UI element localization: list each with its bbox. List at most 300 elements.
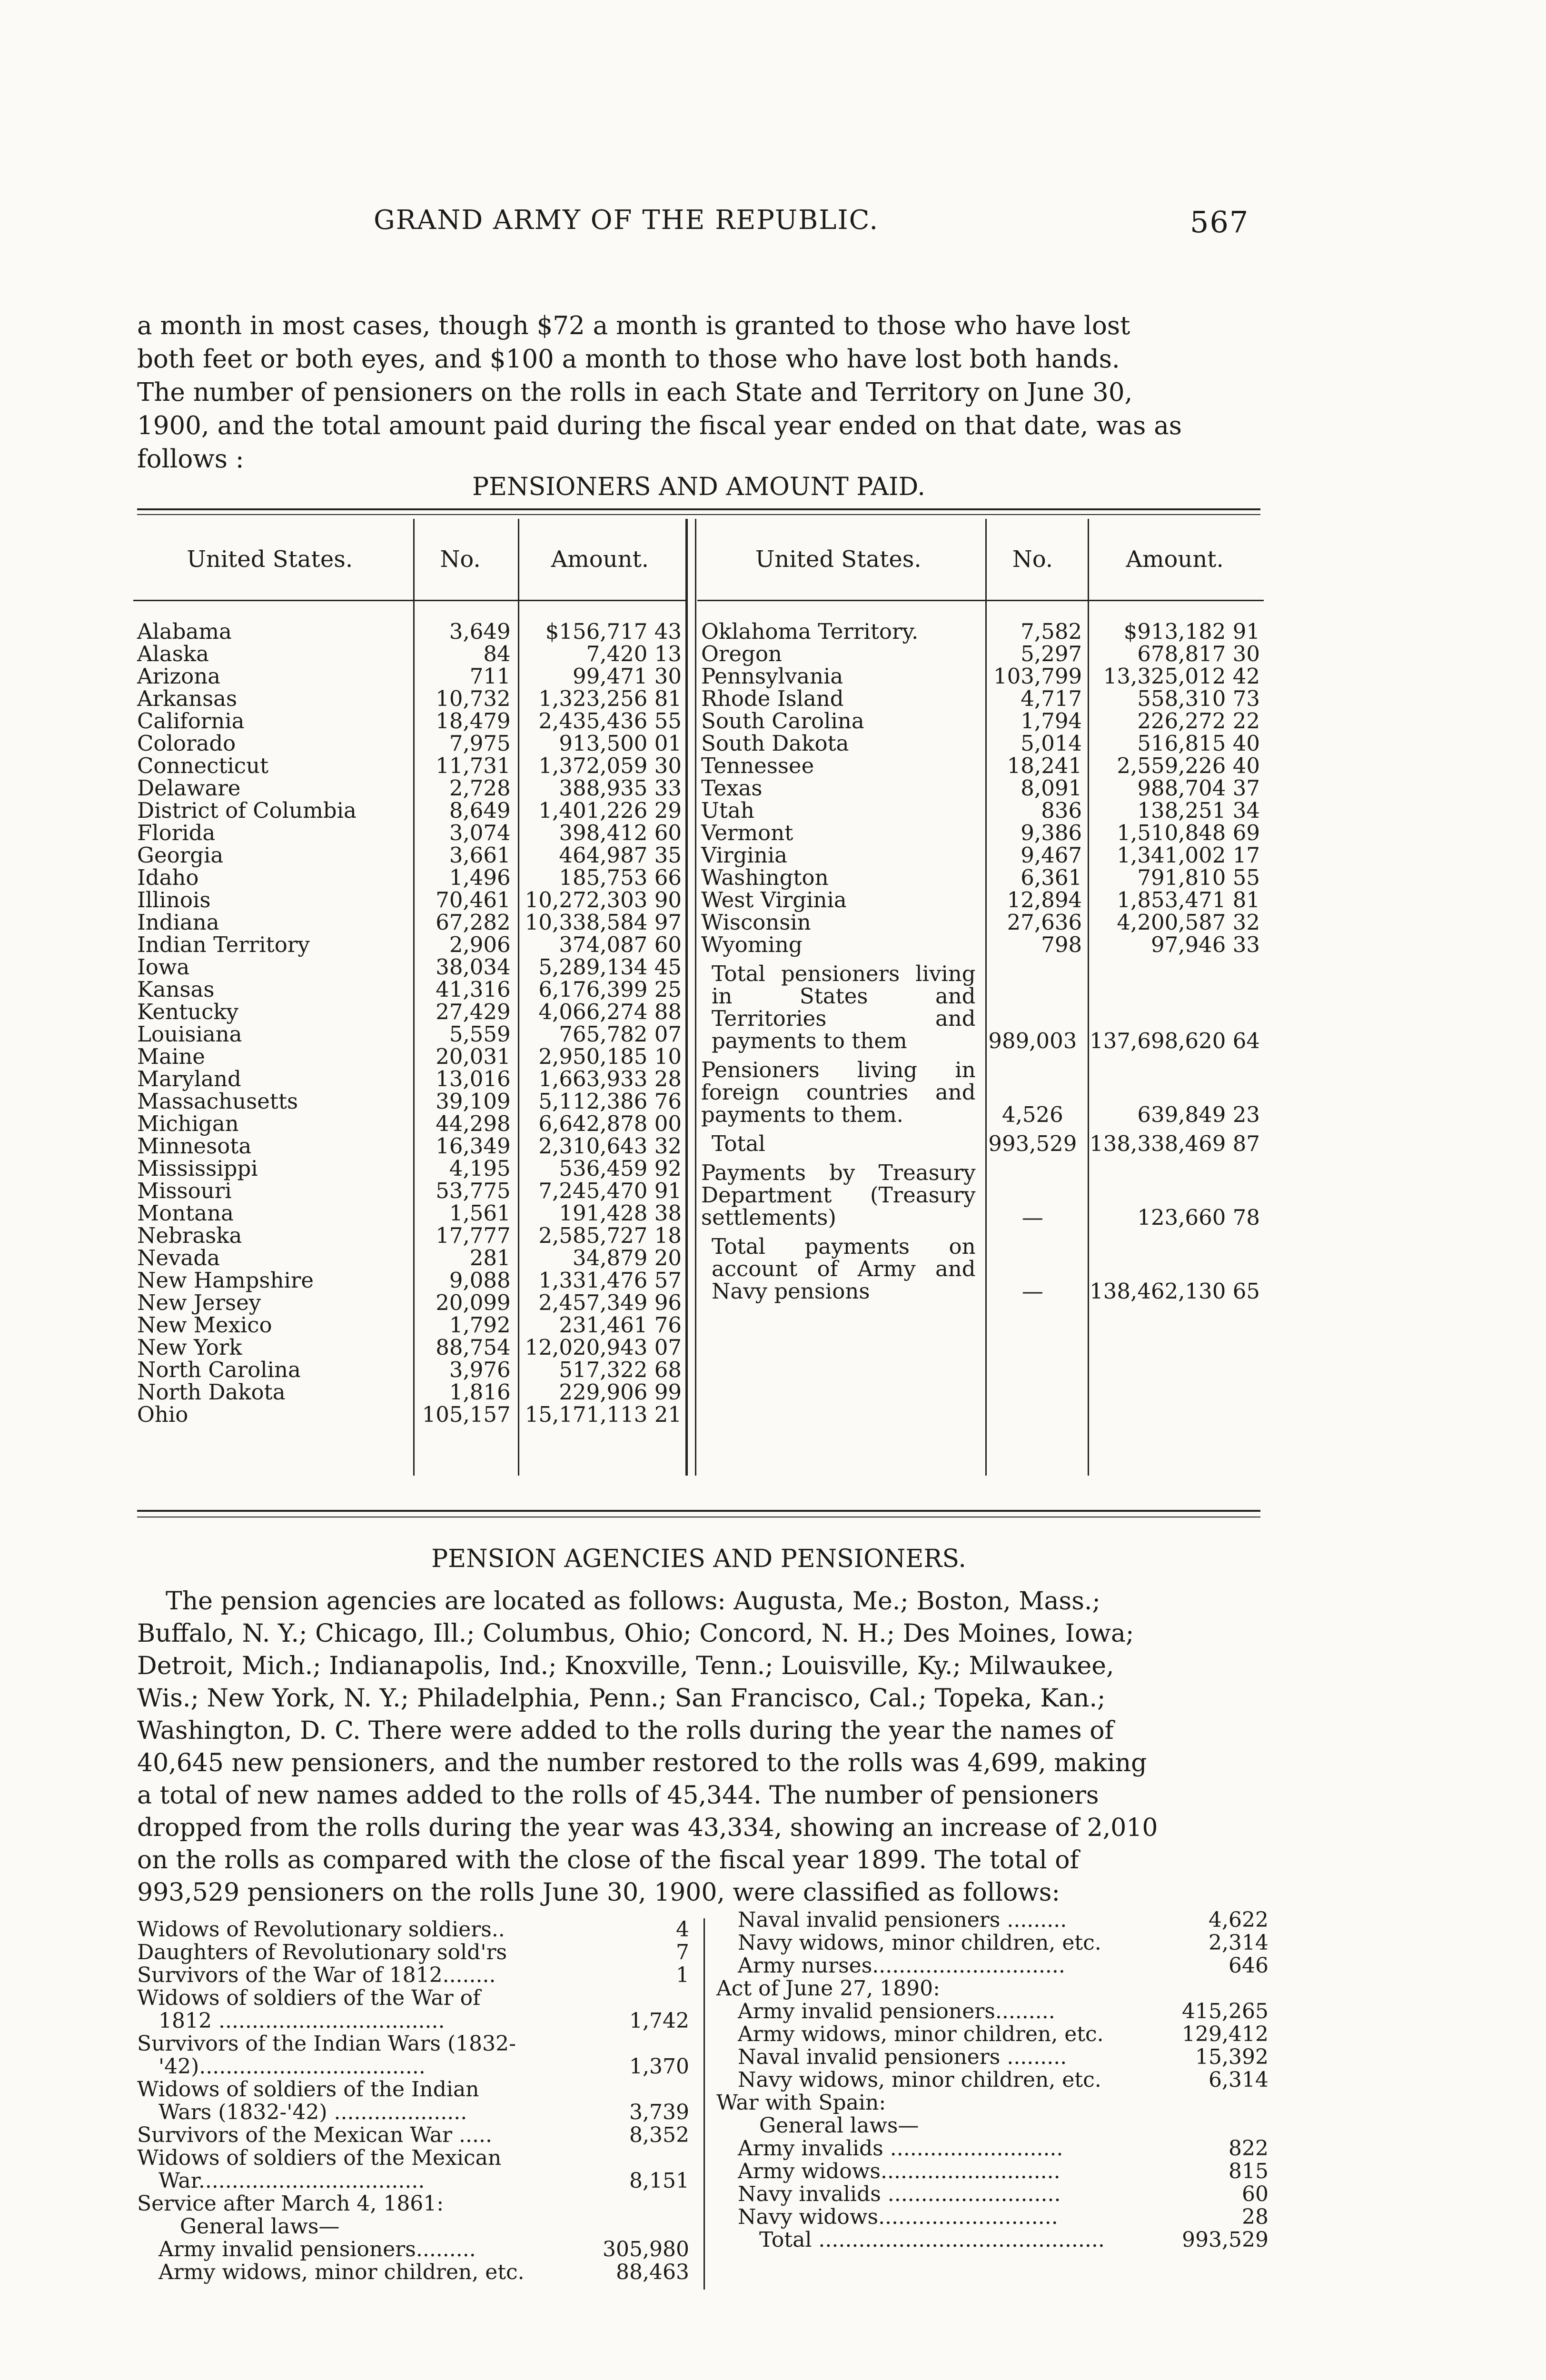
table-top-rule — [137, 508, 1260, 510]
classification-label: Army nurses............................. — [738, 1954, 1065, 1978]
pensioner-count: 1,794 — [1021, 708, 1082, 734]
state-name: West Virginia — [701, 887, 847, 912]
pensioner-count: 84 — [483, 641, 511, 666]
pension-table-right — [697, 519, 1264, 1309]
agencies-line: a total of new names added to the rolls of 45,344. The number of pensioners — [137, 1781, 1099, 1810]
table-row — [133, 687, 685, 710]
pension-table-left — [133, 519, 685, 1426]
table-row — [133, 799, 685, 822]
classification-value: 7 — [676, 1940, 689, 1964]
table-row — [697, 889, 1264, 911]
state-name: Wisconsin — [701, 910, 811, 935]
state-name: North Dakota — [137, 1379, 286, 1405]
classification-label: Wars (1832-'42) .................... — [159, 2100, 467, 2124]
table-row — [133, 710, 685, 732]
table-bottom-rule — [137, 1510, 1260, 1512]
summary-row — [697, 1235, 1264, 1309]
classification-value: 2,314 — [1209, 1931, 1269, 1955]
amount-paid: 1,331,476 57 — [538, 1268, 682, 1293]
table-row — [133, 1045, 685, 1068]
table-row — [133, 1291, 685, 1314]
classification-row — [137, 2078, 689, 2101]
amount-paid: 34,879 20 — [572, 1245, 682, 1270]
pensioner-count: 10,732 — [436, 686, 511, 711]
classification-row — [137, 2055, 689, 2078]
summary-label: Total pensioners living in States and Territories and payments to them — [712, 961, 976, 1053]
agencies-line: The pension agencies are located as follows: Augusta, Me.; Boston, Mass.; — [166, 1587, 1100, 1616]
pensioner-count: 9,386 — [1021, 820, 1082, 845]
classification-value: 822 — [1229, 2136, 1269, 2161]
state-name: Virginia — [701, 843, 788, 868]
state-name: Arkansas — [137, 686, 238, 711]
pensioner-count: 39,109 — [436, 1089, 511, 1114]
col-header-no: No. — [980, 519, 1086, 601]
state-name: Nebraska — [137, 1223, 242, 1248]
agencies-line: on the rolls as compared with the close of the fiscal year 1899. The total of — [137, 1846, 1079, 1874]
table-row — [697, 643, 1264, 665]
state-name: Massachusetts — [137, 1089, 298, 1114]
summary-count: 993,529 — [988, 1131, 1077, 1156]
classification-label: Army invalids .......................... — [738, 2136, 1063, 2161]
table-row — [133, 1001, 685, 1023]
amount-paid: 1,323,256 81 — [538, 686, 682, 711]
summary-amount: 138,338,469 87 — [1090, 1131, 1260, 1156]
amount-paid: 12,020,943 07 — [525, 1335, 682, 1360]
classification-label: Widows of Revolutionary soldiers.. — [137, 1917, 505, 1942]
pensioner-count: 2,906 — [449, 932, 511, 957]
intro-line: both feet or both eyes, and $100 a month to those who have lost both hands. — [137, 345, 1120, 374]
state-name: Colorado — [137, 731, 236, 756]
pensioner-count: 105,157 — [422, 1402, 511, 1427]
classification-label: Naval invalid pensioners ......... — [738, 1908, 1067, 1932]
page-number: 567 — [1190, 205, 1249, 239]
pensioner-count: 67,282 — [436, 910, 511, 935]
pensioner-count: 18,241 — [1007, 753, 1082, 778]
state-name: Oklahoma Territory. — [701, 619, 919, 644]
pensioner-count: 1,496 — [449, 865, 511, 890]
state-name: Arizona — [137, 664, 221, 689]
classification-label: Survivors of the War of 1812........ — [137, 1963, 496, 1987]
state-name: Michigan — [137, 1111, 239, 1136]
state-name: Kentucky — [137, 999, 238, 1024]
classification-value: 3,739 — [629, 2100, 689, 2124]
pensioner-count: 798 — [1041, 932, 1082, 957]
classification-value: 6,314 — [1209, 2068, 1269, 2092]
amount-paid: 4,066,274 88 — [538, 999, 682, 1024]
table-row — [133, 1090, 685, 1112]
classification-label: Act of June 27, 1890: — [716, 1976, 940, 2001]
summary-count: — — [1021, 1205, 1043, 1230]
amount-paid: 10,272,303 90 — [525, 887, 682, 912]
intro-line: 1900, and the total amount paid during the fiscal year ended on that date, was as — [137, 411, 1182, 440]
state-name: Washington — [701, 865, 829, 890]
classification-label: Survivors of the Mexican War ..... — [137, 2123, 492, 2147]
pensioner-count: 836 — [1041, 798, 1082, 823]
state-name: Minnesota — [137, 1133, 252, 1159]
classification-row — [137, 2147, 689, 2170]
intro-paragraph — [137, 309, 1260, 476]
pensioner-count: 3,976 — [449, 1357, 511, 1382]
classification-row — [137, 2101, 689, 2124]
classification-row — [137, 2170, 689, 2192]
amount-paid: 5,112,386 76 — [538, 1089, 682, 1114]
amount-paid: 191,428 38 — [559, 1200, 682, 1226]
amount-paid: 2,310,643 32 — [538, 1133, 682, 1159]
table-row — [133, 665, 685, 687]
table-row — [697, 754, 1264, 777]
amount-paid: 1,853,471 81 — [1117, 887, 1260, 912]
amount-paid: 7,420 13 — [586, 641, 682, 666]
pensioner-count: 4,195 — [449, 1156, 511, 1181]
table-row — [697, 911, 1264, 933]
classification-right — [716, 1909, 1269, 2251]
table-row — [133, 1068, 685, 1090]
classification-label: Service after March 4, 1861: — [137, 2192, 444, 2216]
amount-paid: $156,717 43 — [545, 619, 682, 644]
col-header-state: United States. — [133, 519, 406, 601]
table-row — [133, 1359, 685, 1381]
agencies-line: Detroit, Mich.; Indianapolis, Ind.; Knoxville, Tenn.; Louisville, Ky.; Milwaukee, — [137, 1652, 1114, 1680]
table-row — [697, 799, 1264, 822]
summary-amount: 138,462,130 65 — [1090, 1279, 1260, 1304]
pensioner-count: 103,799 — [993, 664, 1082, 689]
state-name: Utah — [701, 798, 754, 823]
pensioner-count: 5,559 — [449, 1021, 511, 1047]
classification-row — [716, 1932, 1269, 1954]
state-name: Georgia — [137, 843, 224, 868]
summary-amount: 137,698,620 64 — [1090, 1028, 1260, 1053]
col-header-amount: Amount. — [1086, 519, 1264, 601]
summary-amount: 639,849 23 — [1137, 1102, 1260, 1127]
classification-row — [716, 2023, 1269, 2046]
amount-paid: 1,372,059 30 — [538, 753, 682, 778]
state-name: Tennessee — [701, 753, 814, 778]
amount-paid: 13,325,012 42 — [1103, 664, 1260, 689]
classification-label: General laws— — [180, 2214, 340, 2239]
classification-row — [716, 2114, 1269, 2137]
classification-value: 60 — [1242, 2182, 1269, 2206]
table-row — [697, 844, 1264, 866]
classification-row — [137, 1918, 689, 1941]
table-row — [133, 1403, 685, 1426]
amount-paid: 6,176,399 25 — [538, 977, 682, 1002]
classification-value: 815 — [1229, 2159, 1269, 2183]
classification-row — [137, 1941, 689, 1964]
classification-row — [716, 2137, 1269, 2160]
pensioner-count: 18,479 — [436, 708, 511, 734]
classification-label: Army invalid pensioners......... — [738, 1999, 1055, 2023]
state-name: Maine — [137, 1044, 205, 1069]
classification-value: 1,370 — [629, 2054, 689, 2079]
classification-label: '42).................................. — [159, 2054, 426, 2079]
summary-count: 989,003 — [988, 1028, 1077, 1053]
table-row — [697, 620, 1264, 643]
classification-row — [716, 1909, 1269, 1932]
agencies-line: Washington, D. C. There were added to the rolls during the year the names of — [137, 1716, 1114, 1745]
classification-value: 1,742 — [629, 2009, 689, 2033]
pensioner-count: 711 — [469, 664, 511, 689]
classification-label: Total ........................................... — [759, 2228, 1105, 2252]
pensioner-count: 3,074 — [449, 820, 511, 845]
agencies-paragraph — [137, 1585, 1260, 1909]
classification-row — [716, 2069, 1269, 2092]
classification-row — [716, 2206, 1269, 2229]
state-name: Indiana — [137, 910, 219, 935]
pensioner-count: 12,894 — [1007, 887, 1082, 912]
state-name: Nevada — [137, 1245, 220, 1270]
amount-paid: 15,171,113 21 — [525, 1402, 682, 1427]
pensioner-count: 7,975 — [449, 731, 511, 756]
classification-label: Navy widows, minor children, etc. — [738, 1931, 1101, 1955]
classification-value: 88,463 — [616, 2260, 689, 2284]
table-row — [133, 1224, 685, 1247]
state-name: New York — [137, 1335, 242, 1360]
amount-paid: 2,435,436 55 — [538, 708, 682, 734]
classification-label: Navy widows........................... — [738, 2205, 1058, 2229]
pensioner-count: 8,649 — [449, 798, 511, 823]
classification-label: Naval invalid pensioners ......... — [738, 2045, 1067, 2069]
table-row — [133, 1336, 685, 1359]
amount-paid: 1,401,226 29 — [538, 798, 682, 823]
state-name: Texas — [701, 775, 763, 801]
classification-value: 15,392 — [1195, 2045, 1269, 2069]
table-row — [133, 1023, 685, 1045]
table-row — [133, 956, 685, 978]
amount-paid: 678,817 30 — [1137, 641, 1260, 666]
classification-value: 129,412 — [1182, 2022, 1269, 2046]
table-row — [133, 643, 685, 665]
pensioner-count: 2,728 — [449, 775, 511, 801]
classification-row — [716, 2160, 1269, 2183]
col-header-amount: Amount. — [515, 519, 685, 601]
state-name: District of Columbia — [137, 798, 357, 823]
amount-paid: 988,704 37 — [1137, 775, 1260, 801]
classification-row — [137, 2261, 689, 2284]
pensioner-count: 38,034 — [436, 954, 511, 980]
state-name: Louisiana — [137, 1021, 242, 1047]
summary-row — [697, 1161, 1264, 1235]
pensioner-count: 27,429 — [436, 999, 511, 1024]
amount-paid: 1,341,002 17 — [1117, 843, 1260, 868]
state-name: Oregon — [701, 641, 782, 666]
classification-row — [137, 2010, 689, 2033]
classification-label: Army widows, minor children, etc. — [159, 2260, 525, 2284]
table-row — [133, 1247, 685, 1269]
classification-row — [716, 1977, 1269, 2000]
state-name: South Dakota — [701, 731, 849, 756]
table-row — [133, 777, 685, 799]
classification-label: Widows of soldiers of the Indian — [137, 2077, 479, 2102]
summary-label: Payments by Treasury Department (Treasury settlements) — [701, 1160, 976, 1230]
summary-count: 4,526 — [1001, 1102, 1063, 1127]
table-row — [697, 933, 1264, 956]
state-name: Wyoming — [701, 932, 803, 957]
table-row — [133, 1269, 685, 1291]
state-name: Connecticut — [137, 753, 269, 778]
summary-row — [697, 962, 1264, 1059]
classification-label: General laws— — [759, 2113, 919, 2138]
amount-paid: 185,753 66 — [559, 865, 682, 890]
classification-row — [137, 2215, 689, 2238]
amount-paid: $913,182 91 — [1123, 619, 1260, 644]
amount-paid: 516,815 40 — [1137, 731, 1260, 756]
table-row — [697, 732, 1264, 754]
amount-paid: 7,245,470 91 — [538, 1178, 682, 1203]
classification-value: 4 — [676, 1917, 689, 1942]
amount-paid: 226,272 22 — [1137, 708, 1260, 734]
pensioner-count: 70,461 — [436, 887, 511, 912]
classification-label: Army widows, minor children, etc. — [738, 2022, 1104, 2046]
amount-paid: 517,322 68 — [559, 1357, 682, 1382]
state-name: Alaska — [137, 641, 209, 666]
amount-paid: 4,200,587 32 — [1117, 910, 1260, 935]
table-row — [133, 978, 685, 1001]
table-row — [133, 822, 685, 844]
state-name: Mississippi — [137, 1156, 258, 1181]
pensioner-count: 1,816 — [449, 1379, 511, 1405]
classification-divider — [704, 1918, 705, 2290]
pensioner-count: 8,091 — [1021, 775, 1082, 801]
amount-paid: 229,906 99 — [559, 1379, 682, 1405]
pensioner-count: 11,731 — [436, 753, 511, 778]
summary-label: Pensioners living in foreign countries and payments to them. — [701, 1057, 976, 1127]
state-name: Indian Territory — [137, 932, 310, 957]
amount-paid: 2,559,226 40 — [1117, 753, 1260, 778]
classification-value: 993,529 — [1182, 2228, 1269, 2252]
state-name: Vermont — [701, 820, 793, 845]
classification-left — [137, 1918, 689, 2284]
amount-paid: 791,810 55 — [1137, 865, 1260, 890]
agencies-line: Buffalo, N. Y.; Chicago, Ill.; Columbus, Ohio; Concord, N. H.; Des Moines, Iowa; — [137, 1619, 1134, 1648]
state-name: California — [137, 708, 245, 734]
classification-row — [716, 2183, 1269, 2206]
pensioner-count: 1,792 — [449, 1312, 511, 1338]
table-row — [697, 710, 1264, 732]
classification-row — [137, 2192, 689, 2215]
table-row — [697, 866, 1264, 889]
amount-paid: 5,289,134 45 — [538, 954, 682, 980]
table-row — [133, 1202, 685, 1224]
state-name: Pennsylvania — [701, 664, 843, 689]
pensioner-count: 7,582 — [1021, 619, 1082, 644]
pensioner-count: 53,775 — [436, 1178, 511, 1203]
table-row — [133, 844, 685, 866]
classification-label: Navy widows, minor children, etc. — [738, 2068, 1101, 2092]
classification-value: 305,980 — [603, 2237, 689, 2261]
agencies-line: 993,529 pensioners on the rolls June 30, 1900, were classified as follows: — [137, 1878, 1060, 1907]
pensioner-count: 9,467 — [1021, 843, 1082, 868]
amount-paid: 97,946 33 — [1150, 932, 1260, 957]
table-row — [133, 911, 685, 933]
pensioner-count: 41,316 — [436, 977, 511, 1002]
amount-paid: 99,471 30 — [572, 664, 682, 689]
intro-line: a month in most cases, though $72 a month is granted to those who have lost — [137, 311, 1130, 340]
amount-paid: 231,461 76 — [559, 1312, 682, 1338]
classification-value: 4,622 — [1209, 1908, 1269, 1932]
state-name: Kansas — [137, 977, 215, 1002]
state-name: Ohio — [137, 1402, 188, 1427]
summary-amount: 123,660 78 — [1137, 1205, 1260, 1230]
state-name: Florida — [137, 820, 216, 845]
classification-label: Widows of soldiers of the Mexican — [137, 2146, 502, 2170]
pensioner-count: 16,349 — [436, 1133, 511, 1159]
summary-row — [697, 1059, 1264, 1132]
classification-label: War with Spain: — [716, 2091, 886, 2115]
table-row — [133, 889, 685, 911]
pensioner-count: 6,361 — [1021, 865, 1082, 890]
pensioner-count: 13,016 — [436, 1066, 511, 1091]
table-row — [697, 777, 1264, 799]
table-row — [133, 732, 685, 754]
classification-row — [716, 2092, 1269, 2114]
state-name: Iowa — [137, 954, 190, 980]
classification-row — [137, 1964, 689, 1987]
state-name: Delaware — [137, 775, 241, 801]
table-row — [133, 1112, 685, 1135]
state-name: Idaho — [137, 865, 199, 890]
amount-paid: 374,087 60 — [559, 932, 682, 957]
amount-paid: 2,950,185 10 — [538, 1044, 682, 1069]
amount-paid: 464,987 35 — [559, 843, 682, 868]
amount-paid: 1,510,848 69 — [1117, 820, 1260, 845]
amount-paid: 10,338,584 97 — [525, 910, 682, 935]
classification-label: Daughters of Revolutionary sold'rs — [137, 1940, 507, 1964]
summary-label: Total — [712, 1131, 765, 1156]
classification-value: 28 — [1242, 2205, 1269, 2229]
state-name: New Jersey — [137, 1290, 261, 1315]
pensioner-count: 88,754 — [436, 1335, 511, 1360]
intro-line: The number of pensioners on the rolls in each State and Territory on June 30, — [137, 378, 1133, 407]
classification-label: Widows of soldiers of the War of — [137, 1986, 481, 2010]
state-name: New Mexico — [137, 1312, 272, 1338]
amount-paid: 913,500 01 — [559, 731, 682, 756]
classification-value: 8,151 — [629, 2169, 689, 2193]
amount-paid: 138,251 34 — [1137, 798, 1260, 823]
amount-paid: 398,412 60 — [559, 820, 682, 845]
classification-row — [716, 2000, 1269, 2023]
table-row — [133, 1314, 685, 1336]
classification-value: 646 — [1229, 1954, 1269, 1978]
classification-label: Army widows........................... — [738, 2159, 1060, 2183]
classification-row — [137, 2033, 689, 2055]
amount-paid: 6,642,878 00 — [538, 1111, 682, 1136]
pensioner-count: 5,014 — [1021, 731, 1082, 756]
state-name: Illinois — [137, 887, 211, 912]
classification-row — [137, 2238, 689, 2261]
pensioner-count: 281 — [469, 1245, 511, 1270]
col-header-no: No. — [406, 519, 514, 601]
state-name: North Carolina — [137, 1357, 301, 1382]
pensioner-count: 3,661 — [449, 843, 511, 868]
table-row — [697, 665, 1264, 687]
table-row — [133, 1180, 685, 1202]
classification-value: 8,352 — [629, 2123, 689, 2147]
table-row — [133, 1157, 685, 1180]
table-row — [133, 933, 685, 956]
state-name: Montana — [137, 1200, 234, 1226]
pensioner-count: 5,297 — [1021, 641, 1082, 666]
summary-count: — — [1021, 1279, 1043, 1304]
agencies-line: dropped from the rolls during the year was 43,334, showing an increase of 2,010 — [137, 1814, 1158, 1842]
amount-paid: 2,457,349 96 — [538, 1290, 682, 1315]
amount-paid: 1,663,933 28 — [538, 1066, 682, 1091]
classification-label: War.................................. — [159, 2169, 425, 2193]
state-name: Maryland — [137, 1066, 241, 1091]
col-header-state: United States. — [697, 519, 980, 601]
amount-paid: 536,459 92 — [559, 1156, 682, 1181]
column-divider — [695, 519, 696, 1476]
classification-row — [716, 2229, 1269, 2251]
